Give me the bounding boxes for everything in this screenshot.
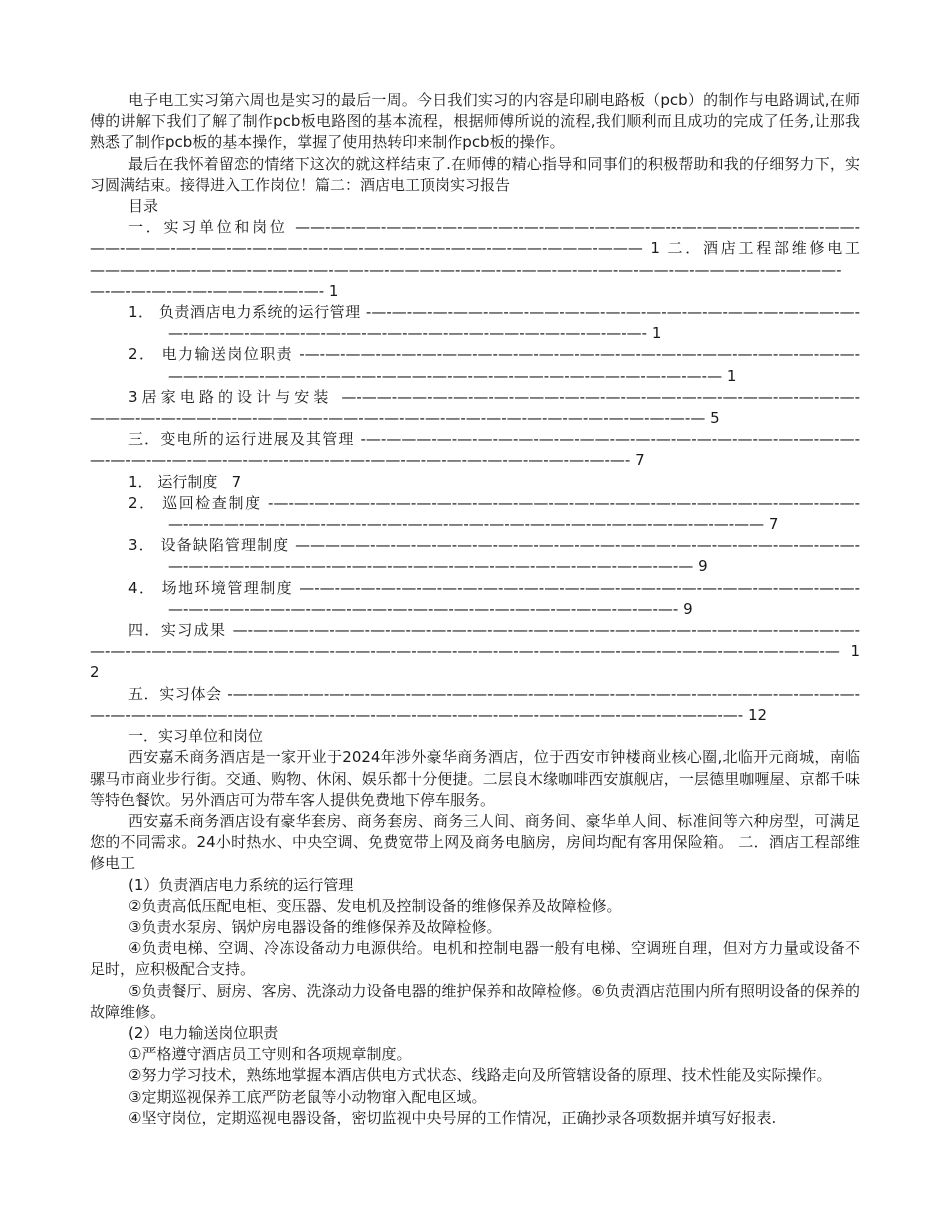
duty-item: ⑤负责餐厅、厨房、客房、洗涤动力设备电器的维护保养和故障检修。⑥负责酒店范围内所有照明设备的保养的故障维修。 bbox=[90, 981, 860, 1021]
body-paragraph: 西安嘉禾商务酒店是一家开业于2024年涉外豪华商务酒店，位于西安市钟楼商业核心圈,北临开元商城，南临骡马市商业步行街。交通、购物、休闲、娱乐都十分便捷。二层良木缘咖啡西安旗舰店，一层德里咖喱屋、京都千味等特色餐饮。另外酒店可为带车客人提供免费地下停车服务。 bbox=[90, 748, 860, 809]
toc-entry: 4． 场地环境管理制度 —-—-—-—-—-—-—-—-—-—-—-—-—-—-——-—-—-—-—-—-——-—-—-—-—-—-—-—-—-—-—-—-—-—-—-—-—-—-—-—-—-—-—-—-—-—-—-—-—-—-—- 9 bbox=[128, 578, 860, 618]
duty-item: ②努力学习技术，熟练地掌握本酒店供电方式状态、线路走向及所管辖设备的原理、技术性能及实际操作。 bbox=[128, 1066, 832, 1085]
duty-item: ④坚守岗位，定期巡视电器设备，密切监视中央号屏的工作情况，正确抄录各项数据并填写好报表. bbox=[128, 1108, 777, 1127]
duty-item: ④负责电梯、空调、冷冻设备动力电源供给。电机和控制电器一般有电梯、空调班自理，但对方力量或设备不足时，应积极配合支持。 bbox=[90, 939, 860, 979]
toc-entry: 三．变电所的运行进展及其管理 -—-———-—-—-—-—-—-—-—-——-—-—-—-—-—-—-—-—-—-—-—-—-—-—-—-—-—-——-—-—-—-—-—-—-—-——-—-—-—-—-—-—-—-—-—-—-—- 7 bbox=[90, 430, 860, 470]
section-heading: 一．实习单位和岗位 bbox=[128, 727, 264, 746]
table-of-contents bbox=[90, 217, 860, 726]
duty-item: ②负责高低压配电柜、变压器、发电机及控制设备的维修保养及故障检修。 bbox=[128, 896, 622, 915]
document-page bbox=[90, 90, 860, 1129]
toc-entry: 3． 设备缺陷管理制度 —————-—-—-—-—-—-—-—-—-—-—-—-—-—-——-—-—-—-—-—-—-—-—-—-—-—-—-—-—-—-—-—-—-—-—-—-—-—-—-—-—-—-—-—-—-—-—-—-—-— 9 bbox=[128, 536, 860, 576]
intro-paragraph-2: 最后在我怀着留恋的情绪下这次的就这样结束了.在师傅的精心指导和同事们的积极帮助和我的仔细努力下，实习圆满结束。接得进入工作岗位！篇二：酒店电工顶岗实习报告 bbox=[90, 154, 860, 194]
toc-entry: 四．实习成果 —-—-—-—-—-——-—-—-—-—-—-—-—-—-—-—-—-—-—-—-—-—-—-—-—-—-—-—-—-—-—-—-—-—-—-—-—-—-—-—-—-—-—-—-—-—-—-—-—-—-—-—-—-—-—-—-—-—-—-—-—-—-—-—-—-—-— 12 bbox=[90, 621, 860, 682]
toc-entry: 2． 巡回检查制度 -—-—-—-—-—-—-—-—-—-—-—-—-——-—-—-—-—-—-—-—-—-—-—-—-—-—-—-—-—-—-——-—-—-—-—-—-—-—-—-—-—-—-—-—-—-—-—-—-—-—-—-—-—-—-—-—— 7 bbox=[128, 493, 860, 534]
intro-paragraph-1: 电子电工实习第六周也是实习的最后一周。今日我们实习的内容是印刷电路板（pcb）的制作与电路调试,在师傅的讲解下我们了解了制作pcb板电路图的基本流程，根据师傅所说的流程,我们顺利而且成功的完成了任务,让那我熟悉了制作pcb板的基本操作，掌握了使用热转印来制作pcb板的操作。 bbox=[90, 91, 860, 152]
toc-entry: 一．实习单位和岗位 ——-—-——-——-—-—-——-—--—-———-—-——-—---—-——--—-—-—-—-——-——-———-—-——-—-—-——-—-——-—-—-—--—-—-—-—-——-———-——— 1 二．酒店工程部维修电工 ————-—-—-——-—-—-—-—-—-——-—-———-—-—-—-—-——-—-—-—-—-——-—-———-—-—-—-——-—-—-—-—-—-—-———-—-—-—- 1 bbox=[90, 218, 860, 300]
toc-title: 目录 bbox=[128, 197, 159, 216]
toc-entry: 1． 运行制度 7 bbox=[128, 472, 242, 491]
toc-entry: 1． 负责酒店电力系统的运行管理 -—-—-—-—-——-—-—-——-—-—-—-—-—-—-—-—-——-—-—-——-—-—-—-—-—-——-—-—-—-—-—-—-—-—-—-—-——-—-—-—-—-—-—- 1 bbox=[128, 303, 860, 343]
toc-entry: 3居家电路的设计与安装 —-——-——-—-—-—-—-———-—-—-—-—-——-—-—-—-——-—-—-—-—-———-—-—-——-—-—-———-—-——-—-—-—-—-—-—-—-—-—-—-—-—-—-—-—-—-— 5 bbox=[90, 387, 860, 428]
duty-item: ①严格遵守酒店员工守则和各项规章制度。 bbox=[128, 1045, 412, 1064]
toc-entry: 五．实习体会 -—-—-——-—-—-—-—-—-—-—-—-—-—-—-—-—-—-—-—-—-—-—-—-—-—-—-—-—-—-—-—-—-—-—-—-—-—-—-—-—-—-—-—-—-—-—-—-—-—-—-—-—-—-—-—-—-—-—-—-—-—-—- 12 bbox=[90, 684, 860, 724]
toc-entry: 2． 电力输送岗位职责 -—-—-——-—-—-—-——-—-—-—-—-—-—-—-—-—-—-—-——-—-—-—-—-—-—-——-—-—-—-—-—-—-——-—-———-—-—-—-—-——-—-—-——-—-—-—-—-— 1 bbox=[128, 345, 860, 385]
duty-label: (1）负责酒店电力系统的运行管理 bbox=[128, 875, 354, 894]
duty-item: ③定期巡视保养工底严防老鼠等小动物窜入配电区域。 bbox=[128, 1087, 487, 1106]
duty-label: (2）电力输送岗位职责 bbox=[128, 1023, 279, 1042]
duty-item: ③负责水泵房、锅炉房电器设备的维修保养及故障检修。 bbox=[128, 917, 502, 936]
body-paragraph: 西安嘉禾商务酒店设有豪华套房、商务套房、商务三人间、商务间、豪华单人间、标准间等六种房型，可满足您的不同需求。24小时热水、中央空调、免费宽带上网及商务电脑房，房间均配有客用保险箱。 二．酒店工程部维修电工 bbox=[90, 811, 860, 873]
